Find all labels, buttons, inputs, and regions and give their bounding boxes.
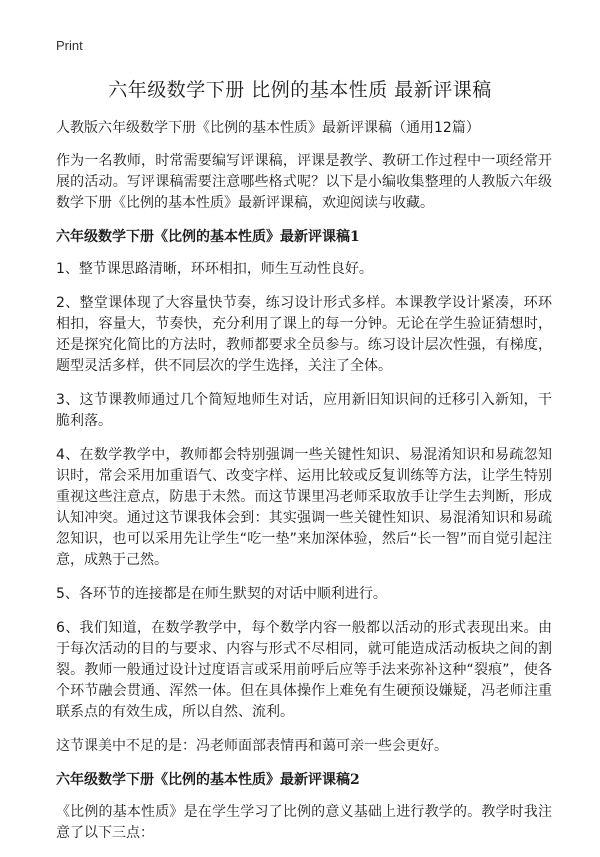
section-1-paragraph-7: 这节课美中不足的是：冯老师面部表情再和蔼可亲一些会更好。 [56, 738, 448, 754]
document-subtitle: 人教版六年级数学下册《比例的基本性质》最新评课稿（通用12篇） [56, 120, 480, 136]
section-heading-1: 六年级数学下册《比例的基本性质》最新评课稿1 [56, 229, 360, 245]
section-1-paragraph-6: 6、我们知道，在数学教学中，每个数学内容一般都以活动的形式表现出来。由于每次活动的目的与要求、内容与形式不尽相同，就可能造成活动板块之间的割裂。教师一般通过设计过度语言或采用前呼后应等手法来弥补这种“裂痕”，使各个环节融会贯通、浑然一体。但在具体操作上难免有生硬预设嫌疑，冯老师注重联系点的有效生成，所以自然、流利。 [56, 620, 552, 720]
section-1-paragraph-5: 5、各环节的连接都是在师生默契的对话中顺利进行。 [56, 586, 387, 602]
section-1-paragraph-1: 1、整节课思路清晰，环环相扣，师生互动性良好。 [56, 261, 373, 277]
section-1-paragraph-4: 4、在数学教学中，教师都会特别强调一些关键性知识、易混淆知识和易疏忽知识时，常会采用加重语气、改变字样、运用比较或反复训练等方法，让学生特别重视这些注意点，防患于未然。而这节课里冯老师采取放手让学生去判断，形成认知冲突。通过这节课我体会到：其实强调一些关键性知识、易混淆知识和易疏忽知识，也可以采用先让学生“吃一垫”来加深体验，然后“长一智”而自觉引起注意，成熟于己然。 [56, 447, 552, 568]
intro-paragraph: 作为一名教师，时常需要编写评课稿，评课是教学、教研工作过程中一项经常开展的活动。写评课稿需要注意哪些格式呢？以下是小编收集整理的人教版六年级数学下册《比例的基本性质》最新评课稿，欢迎阅读与收藏。 [56, 153, 552, 211]
document-body [56, 118, 552, 857]
section-2-paragraph-1: 《比例的基本性质》是在学生学习了比例的意义基础上进行教学的。教学时我注意了以下三点： [56, 804, 552, 841]
section-heading-2: 六年级数学下册《比例的基本性质》最新评课稿2 [56, 772, 360, 788]
section-1-paragraph-2: 2、整堂课体现了大容量快节奏，练习设计形式多样。本课教学设计紧凑，环环相扣，容量大，节奏快，充分利用了课上的每一分钟。无论在学生验证猜想时，还是探究化简比的方法时，教师都要求全员参与。练习设计层次性强，有梯度，题型灵活多样，供不同层次的学生选择，关注了全体。 [56, 295, 552, 374]
section-1-paragraph-3: 3、这节课教师通过几个简短地师生对话，应用新旧知识间的迁移引入新知，干脆利落。 [56, 392, 552, 429]
print-link[interactable]: Print [56, 38, 83, 53]
document-title: 六年级数学下册 比例的基本性质 最新评课稿 [108, 79, 492, 101]
